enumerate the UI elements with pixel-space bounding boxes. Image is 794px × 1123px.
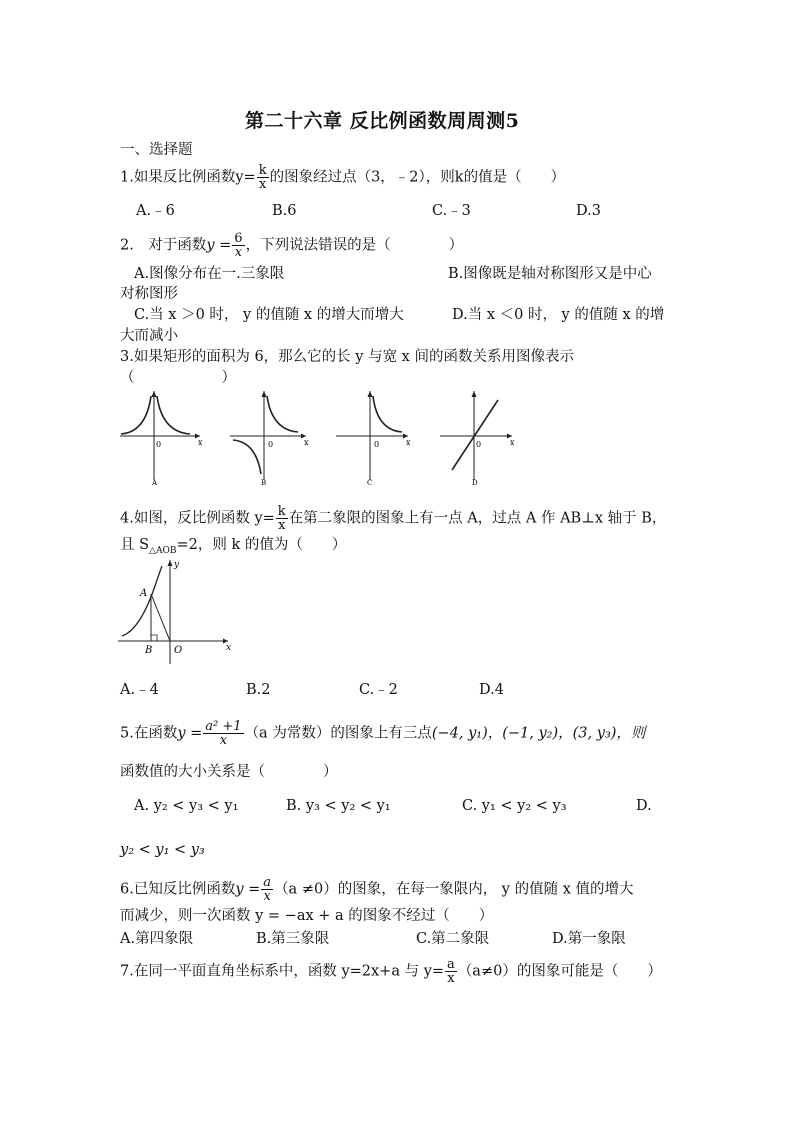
q2-option-b: B.图像既是轴对称图形又是中心 (448, 266, 652, 282)
y-axis-arrow (368, 391, 373, 397)
x-axis-label: x (226, 643, 232, 653)
q6-text-before: 6.已知反比例函数 (120, 881, 236, 898)
q7-text-before: 7.在同一平面直角坐标系中，函数 y=2x+a 与 y= (120, 963, 445, 980)
q6-text-after: （a ≠0）的图象，在每一象限内， y 的值随 x 值的增大 (274, 881, 634, 898)
x-axis-label: x (406, 438, 411, 447)
q6-fraction-numerator: a (263, 875, 272, 890)
question-2 (120, 232, 463, 259)
q4-option-a: A.﹣4 (120, 682, 159, 698)
page-title: 第二十六章 反比例函数周周测5 (245, 110, 520, 132)
x-axis-label: x (304, 438, 309, 447)
origin-label: 0 (156, 440, 162, 449)
q6-option-c: C.第二象限 (416, 931, 490, 947)
q7-fraction-denominator: x (447, 971, 455, 986)
y-axis-label: y (174, 560, 180, 570)
y-axis-arrow (168, 560, 173, 566)
q5-text-after: （a 为常数）的图象上有三点 (244, 725, 432, 742)
question-5 (120, 720, 645, 747)
q2-option-b-cont: 对称图形 (120, 286, 178, 302)
q5-option-a: A. y₂ < y₃ < y₁ (134, 798, 239, 814)
curve-right (373, 396, 402, 432)
q4-line2-a: 且 S (120, 537, 150, 553)
curve-right (267, 396, 298, 432)
q3-graph-c (336, 391, 411, 487)
q5-fraction-denominator: x (219, 733, 228, 748)
q2-fraction-denominator: x (234, 245, 243, 260)
origin-label: O (174, 645, 183, 656)
section-heading: 一、选择题 (120, 142, 193, 158)
q5-fraction-numerator: a² +1 (205, 719, 242, 734)
hyperbola-branch (122, 566, 162, 636)
q5-func-y: y = (177, 725, 203, 742)
q4-fraction (276, 505, 288, 532)
q4-text-before: 4.如图，反比例函数 y= (120, 510, 275, 527)
q3-graph-b (230, 391, 309, 487)
graph-label: A (152, 479, 158, 487)
q4-option-d: D.4 (479, 682, 504, 698)
q1-option-a: A.﹣6 (136, 203, 175, 219)
q2-option-a: A.图像分布在一.三象限 (134, 266, 285, 282)
q5-fraction (203, 720, 243, 747)
q3-graph-d (440, 391, 515, 487)
segment-ao (151, 594, 170, 641)
curve-right (157, 396, 190, 434)
line-graph (452, 400, 498, 470)
q6-fraction-denominator: x (263, 889, 271, 904)
q7-fraction-numerator: a (447, 957, 455, 972)
q4-area-subscript: △AOB (149, 545, 177, 556)
question-3: 3.如果矩形的面积为 6，那么它的长 y 与宽 x 间的函数关系用图像表示 (120, 349, 574, 365)
q3-answer-blank: （ ） (120, 370, 236, 386)
point-a-label: A (140, 588, 148, 599)
q7-text-after: （a≠0）的图象可能是（ ） (457, 963, 662, 980)
y-axis-arrow (472, 391, 477, 397)
q2-text-after: ，下列说法错误的是（ ） (245, 237, 464, 254)
curve-left (121, 396, 151, 434)
y-axis-arrow (262, 391, 267, 397)
q1-text-before: 1.如果反比例函数 (120, 169, 236, 186)
q1-option-d: D.3 (576, 203, 601, 219)
q5-option-d: y₂ < y₁ < y₃ (120, 842, 205, 858)
q4-fraction-numerator: k (277, 504, 286, 519)
q4-line2-b: =2，则 k 的值为（ ） (176, 537, 347, 553)
q2-fraction-numerator: 6 (234, 231, 243, 246)
x-axis-label: x (510, 438, 515, 447)
q6-func-y: y = (235, 881, 261, 898)
q6-option-d: D.第一象限 (552, 931, 626, 947)
q4-option-c: C.﹣2 (359, 682, 398, 698)
q5-text-before: 5.在函数 (120, 725, 178, 742)
origin-label: 0 (374, 440, 380, 449)
q4-figure (118, 556, 238, 666)
question-1 (120, 164, 565, 191)
q1-text-after: 的图象经过点（3，﹣2），则k的值是（ ） (269, 169, 566, 186)
origin-label: 0 (476, 440, 482, 449)
q2-func-y: y = (206, 237, 232, 254)
q2-option-c: C.当 x ＞0 时， y 的值随 x 的增大而增大 (134, 307, 404, 323)
q1-option-c: C.﹣3 (432, 203, 471, 219)
curve-left (233, 440, 261, 474)
q2-fraction (232, 232, 244, 259)
question-6 (120, 876, 634, 903)
q1-func-y: y= (235, 169, 256, 186)
q3-graph-a (120, 391, 203, 487)
q3-graphs (118, 388, 528, 488)
q4-text-after: 在第二象限的图象上有一点 A，过点 A 作 AB⊥x 轴于 B， (288, 510, 667, 527)
graph-label: D (472, 479, 478, 487)
question-4 (120, 505, 666, 532)
q6-fraction (261, 876, 273, 903)
q6-option-a: A.第四象限 (120, 931, 194, 947)
q1-fraction (257, 164, 269, 191)
q6-option-b: B.第三象限 (256, 931, 330, 947)
q4-fraction-denominator: x (278, 518, 286, 533)
q2-option-d: D.当 x ＜0 时， y 的值随 x 的增 (452, 307, 665, 323)
q5-option-c: C. y₁ < y₂ < y₃ (462, 798, 567, 814)
origin-label: 0 (268, 440, 274, 449)
q1-option-b: B.6 (272, 203, 297, 219)
graph-label: B (261, 479, 267, 487)
q5-option-b: B. y₃ < y₂ < y₁ (286, 798, 391, 814)
q5-option-d-label: D. (636, 798, 652, 814)
q1-fraction-numerator: k (258, 163, 267, 178)
x-axis-label: x (198, 438, 203, 447)
y-axis-arrow (152, 391, 157, 397)
q5-points: (−4, y₁)，(−1, y₂)，(3, y₃)，则 (431, 725, 646, 742)
q6-line-2: 而减少，则一次函数 y = −ax + a 的图象不经过（ ） (120, 908, 494, 924)
q4-option-b: B.2 (246, 682, 271, 698)
q2-text-before: 2. 对于函数 (120, 237, 207, 254)
q7-fraction (445, 958, 457, 985)
q1-fraction-denominator: x (258, 177, 267, 192)
q5-line-2: 函数值的大小关系是（ ） (120, 764, 338, 780)
right-angle-mark (151, 635, 157, 641)
q2-option-d-cont: 大而减小 (120, 328, 178, 344)
question-7 (120, 958, 662, 985)
point-b-label: B (145, 645, 153, 656)
graph-label: C (367, 479, 373, 487)
